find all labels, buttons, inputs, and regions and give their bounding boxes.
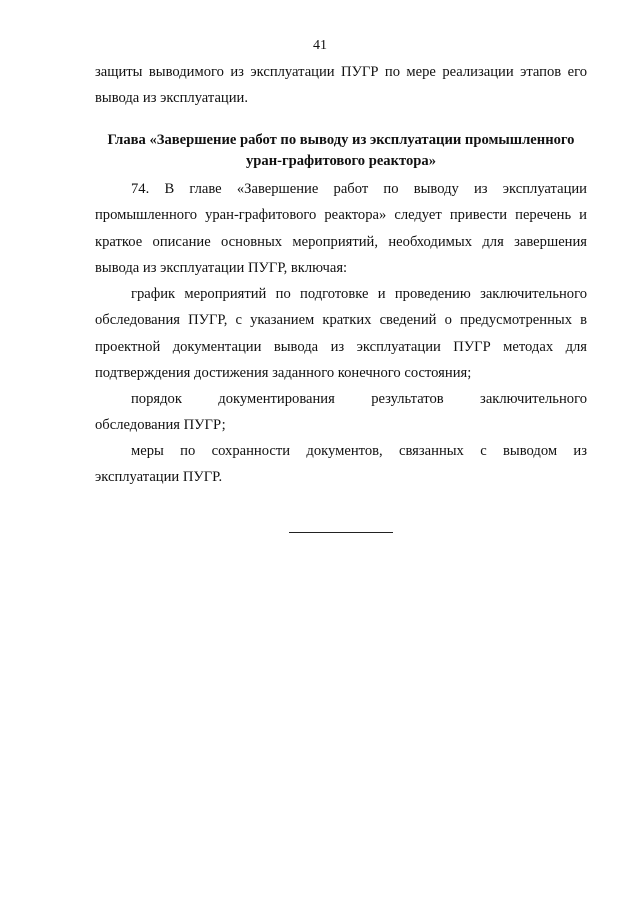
list-item-documentation-line1: порядок документирования результатов заключительного [131, 391, 587, 407]
list-item-schedule: график мероприятий по подготовке и проведению заключительного обследования ПУГР, с указанием кратких сведений о предусмотренных в проектной документации вывода из эксплуатации ПУГР методах для подтверждения достижения заданного конечного состояния; [95, 286, 587, 382]
list-item-preservation-line2: эксплуатации ПУГР. [95, 469, 223, 486]
paragraph-item-74: 74. В главе «Завершение работ по выводу из эксплуатации промышленного уран-графитового реактора» следует привести перечень и краткое описание основных мероприятий, необходимых для завершения вывода из эксплуатации ПУГР, включая: [95, 181, 587, 277]
list-item-preservation-line1: меры по сохранности документов, связанных с выводом из [131, 443, 587, 459]
paragraph-continuation: защиты выводимого из эксплуатации ПУГР по мере реализации этапов его вывода из эксплуатации. [95, 64, 587, 107]
list-item-preservation [95, 438, 587, 491]
list-item-documentation-line2: обследования ПУГР; [95, 417, 226, 434]
closing-divider [289, 532, 393, 533]
page-number: 41 [313, 38, 327, 53]
chapter-heading: Глава «Завершение работ по выводу из эксплуатации промышленного уран-графитового реактора» [107, 132, 575, 169]
list-item-documentation [95, 386, 587, 439]
